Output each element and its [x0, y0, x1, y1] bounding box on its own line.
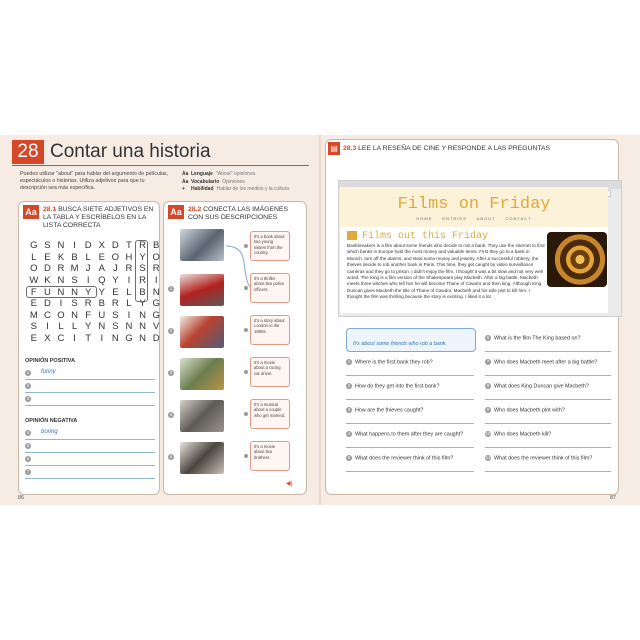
- grid-letter[interactable]: M: [29, 309, 38, 321]
- language-icon: Aa: [182, 171, 189, 177]
- exercise-number: 28.1: [43, 206, 57, 213]
- negative-heading: OPINIÓN NEGATIVA: [25, 418, 78, 424]
- grid-letter[interactable]: Y: [85, 286, 92, 298]
- grid-letter[interactable]: E: [30, 298, 37, 310]
- question: [346, 407, 423, 413]
- unit-number: 28: [12, 140, 44, 164]
- question: [485, 431, 551, 437]
- grid-letter[interactable]: O: [152, 251, 160, 263]
- grid-letter[interactable]: D: [111, 240, 119, 252]
- grid-letter[interactable]: S: [71, 298, 78, 310]
- question-text: What does the reviewer think of this film?: [494, 455, 593, 462]
- match-dot[interactable]: [244, 370, 248, 374]
- legend-label: Lenguaje: [191, 171, 213, 177]
- grid-letter[interactable]: R: [111, 298, 119, 310]
- grid-letter[interactable]: Y: [98, 286, 105, 298]
- grid-letter[interactable]: R: [57, 263, 65, 275]
- grid-row: [27, 310, 163, 322]
- answer-line[interactable]: [25, 396, 155, 406]
- answer-line[interactable]: [25, 430, 155, 440]
- description-card[interactable]: It's a movie about two brothers.: [250, 441, 290, 471]
- grid-letter[interactable]: T: [126, 240, 132, 252]
- grid-letter[interactable]: X: [98, 240, 105, 252]
- legend-label: Habilidad: [191, 186, 214, 192]
- answer-line[interactable]: [485, 375, 611, 376]
- answer-text: funny: [41, 369, 56, 375]
- answer-line[interactable]: [346, 471, 474, 472]
- grid-letter[interactable]: S: [44, 240, 51, 252]
- grid-letter[interactable]: N: [125, 321, 133, 333]
- answer-line[interactable]: [346, 447, 474, 448]
- item-number: 3: [169, 370, 173, 375]
- question: [485, 335, 581, 341]
- grid-letter[interactable]: R: [152, 263, 160, 275]
- answer-line[interactable]: [485, 423, 611, 424]
- legend-label: Vocabulario: [191, 178, 220, 185]
- grid-row: [27, 321, 163, 333]
- exercise-instruction: CONECTA LAS IMÁGENES CON SUS DESCRIPCIONES: [188, 206, 288, 221]
- description-card[interactable]: It's a movie about a racing car driver.: [250, 357, 290, 387]
- question: [346, 431, 463, 437]
- post-icon: [347, 231, 357, 240]
- question: [346, 359, 433, 365]
- exercise-28-1: [18, 201, 160, 495]
- item-number: 3: [26, 396, 30, 401]
- grid-letter[interactable]: F: [30, 286, 37, 298]
- vocabulary-badge-icon: Aa: [23, 205, 39, 219]
- grid-letter[interactable]: C: [43, 309, 51, 321]
- answer-line[interactable]: [485, 471, 611, 472]
- grid-letter[interactable]: K: [44, 275, 51, 287]
- grid-letter[interactable]: V: [152, 321, 160, 333]
- description-card[interactable]: It's a story about London in the 1890s.: [250, 315, 290, 345]
- grid-letter[interactable]: I: [59, 298, 63, 310]
- photo-car-driver: [180, 274, 224, 306]
- grid-letter[interactable]: I: [100, 333, 104, 345]
- legend-row: [182, 179, 289, 187]
- blog-header: [340, 187, 608, 227]
- question: [346, 383, 440, 389]
- photo-police-officers: [180, 229, 224, 261]
- grid-letter[interactable]: W: [29, 275, 39, 287]
- exercise-heading: [43, 206, 155, 230]
- match-dot[interactable]: [244, 244, 248, 248]
- page-number-left: 86: [18, 495, 25, 501]
- question-text: What happens to them after they are caught?: [355, 431, 464, 438]
- item-number: 1: [26, 370, 30, 375]
- question-text: How are the thieves caught?: [355, 407, 424, 414]
- match-dot[interactable]: [244, 454, 248, 458]
- blog-page: [340, 187, 608, 313]
- question-text: Who does Macbeth plot with?: [494, 407, 565, 414]
- film-reel-image: [547, 232, 607, 287]
- item-number: 6: [486, 335, 490, 340]
- grid-letter[interactable]: B: [71, 251, 78, 263]
- exercise-number: 28.3: [343, 145, 357, 152]
- grid-letter[interactable]: D: [43, 298, 51, 310]
- answer-line[interactable]: [25, 456, 155, 466]
- grid-letter[interactable]: G: [30, 240, 38, 252]
- grid-letter[interactable]: R: [139, 240, 146, 252]
- question-text: Where is the first bank they rob?: [355, 359, 433, 366]
- skill-icon: +: [182, 186, 185, 192]
- header-rule: [12, 165, 309, 166]
- grid-letter[interactable]: H: [125, 251, 133, 263]
- grid-letter[interactable]: C: [57, 333, 65, 345]
- answer-line[interactable]: [25, 469, 155, 479]
- grid-letter[interactable]: S: [139, 263, 146, 275]
- item-number: 1: [347, 359, 351, 364]
- grid-letter[interactable]: T: [85, 333, 92, 345]
- item-number: 4: [347, 431, 351, 436]
- legend-value: "About" opiniones: [215, 171, 256, 177]
- exercise-28-2: [163, 201, 307, 495]
- question-text: What does the reviewer think of this film?: [355, 455, 454, 462]
- vocabulary-badge-icon: Aa: [168, 205, 184, 219]
- grid-letter[interactable]: L: [58, 321, 64, 333]
- grid-letter[interactable]: N: [139, 321, 146, 333]
- legend-value: Hablar de los medios y la cultura: [216, 186, 290, 192]
- exercise-heading: [188, 206, 302, 222]
- question-text: Who does Macbeth kill?: [494, 431, 552, 438]
- grid-letter[interactable]: S: [30, 321, 37, 333]
- post-body: Bankbreakers is a film about some friends who decide to rob a bank. They use the internet to find which banks in Europe hold the most money and valuable items. First they go to a bank in Munich, turn off the alarms, and steal some money and jewelry. After a successful robbery, the thieves decide to rob another bank in Paris. This time, they get caught by video surveillance cameras and they go to prison. I didn't enjoy the film. I thought it was a bit slow and not very well acted. The King is a film version of the Shakespeare play Macbeth. After a big battle, Macbeth meets three witches who tell him he will become Thane of Cawdor and then king. Although King Duncan gives Macbeth the title of Thane of Cawdor, Macbeth and his wife plot to kill him. I thought the film was thrilling because the story is exciting. I liked it a lot.: [347, 243, 545, 300]
- nav-about[interactable]: ABOUT: [476, 216, 496, 221]
- item-number: 3: [347, 407, 351, 412]
- grid-letter[interactable]: O: [57, 309, 65, 321]
- book-spread: [0, 135, 640, 505]
- answer-line[interactable]: [346, 399, 474, 400]
- grid-letter[interactable]: S: [71, 275, 78, 287]
- exercise-instruction: LEE LA RESEÑA DE CINE Y RESPONDE A LAS PREGUNTAS: [358, 145, 551, 152]
- item-number: 4: [169, 412, 173, 417]
- audio-icon[interactable]: ◀): [286, 481, 293, 487]
- grid-letter[interactable]: I: [73, 240, 76, 252]
- grid-letter[interactable]: N: [57, 286, 65, 298]
- description-card[interactable]: It's a musical about a couple who get married.: [250, 399, 290, 429]
- grid-letter[interactable]: N: [57, 240, 65, 252]
- legend-row: [182, 171, 289, 179]
- photo-london: [180, 400, 224, 432]
- grid-letter[interactable]: N: [71, 309, 79, 321]
- question: [346, 455, 453, 461]
- grid-letter[interactable]: Q: [98, 275, 106, 287]
- item-number: 1: [169, 286, 173, 291]
- nav-contact[interactable]: CONTACT: [505, 216, 532, 221]
- grid-letter[interactable]: L: [126, 298, 132, 310]
- grid-letter[interactable]: I: [154, 275, 158, 287]
- nav-entries[interactable]: ENTRIES: [442, 216, 467, 221]
- item-number: 2: [347, 383, 351, 388]
- found-word-circle-boring: [135, 240, 148, 302]
- item-number: 7: [486, 359, 490, 364]
- grid-letter[interactable]: J: [85, 263, 91, 275]
- grid-row: [27, 333, 163, 345]
- item-number: 8: [486, 383, 490, 388]
- answer-line[interactable]: [25, 370, 155, 380]
- grid-letter[interactable]: L: [85, 251, 91, 263]
- vocabulary-icon: Aa: [182, 178, 189, 185]
- grid-letter[interactable]: X: [44, 333, 51, 345]
- item-number: 10: [485, 431, 491, 436]
- answer-line[interactable]: [485, 351, 611, 352]
- grid-letter[interactable]: B: [139, 286, 146, 298]
- grid-letter[interactable]: F: [85, 309, 92, 321]
- item-number: 2: [169, 328, 173, 333]
- grid-letter[interactable]: E: [30, 333, 37, 345]
- grid-letter[interactable]: Y: [139, 298, 146, 310]
- grid-letter[interactable]: O: [111, 251, 120, 263]
- grid-letter[interactable]: I: [46, 321, 49, 333]
- grid-letter[interactable]: D: [152, 333, 160, 345]
- nav-home[interactable]: HOME: [416, 216, 433, 221]
- site-title: Films on Friday: [397, 195, 551, 214]
- grid-letter[interactable]: E: [44, 251, 51, 263]
- description-card[interactable]: It's a thriller about two police officers.: [250, 273, 290, 303]
- grid-letter[interactable]: G: [152, 298, 160, 310]
- question-text: Who does Macbeth meet after a big battle?: [494, 359, 598, 366]
- item-number: 6: [26, 456, 30, 461]
- grid-letter[interactable]: K: [57, 251, 65, 263]
- found-word-circle-funny: [26, 286, 97, 298]
- page-number-right: 87: [610, 495, 617, 501]
- grid-letter[interactable]: B: [152, 240, 160, 252]
- item-number: 4: [26, 430, 30, 435]
- answer-line[interactable]: [346, 423, 474, 424]
- grid-letter[interactable]: L: [71, 321, 78, 333]
- post-title: Films out this Friday: [362, 231, 489, 242]
- grid-letter[interactable]: Y: [85, 321, 92, 333]
- photo-sisters: [180, 358, 224, 390]
- grid-letter[interactable]: D: [43, 263, 51, 275]
- item-number: 5: [26, 443, 30, 448]
- question-text: What does King Duncan give Macbeth?: [494, 383, 589, 390]
- description-card[interactable]: It's a book about two young sisters from the country.: [250, 231, 290, 261]
- question: [485, 407, 565, 413]
- question-text: What is the film The King based on?: [494, 335, 581, 342]
- grid-letter[interactable]: N: [71, 286, 79, 298]
- answer-line[interactable]: [485, 447, 611, 448]
- exercise-heading: [343, 145, 550, 152]
- grid-letter[interactable]: E: [98, 251, 105, 263]
- grid-letter[interactable]: G: [125, 333, 133, 345]
- item-number: 11: [485, 455, 491, 460]
- answer-line[interactable]: [25, 443, 155, 453]
- grid-letter[interactable]: Y: [139, 251, 146, 263]
- grid-letter[interactable]: N: [139, 333, 146, 345]
- exercise-number: 28.2: [188, 206, 202, 213]
- answer-text: boring: [41, 429, 58, 435]
- legend-row: [182, 186, 289, 194]
- grid-letter[interactable]: N: [57, 275, 65, 287]
- answer-line[interactable]: [25, 383, 155, 393]
- model-answer: It's about some friends who rob a bank.: [353, 341, 447, 347]
- grid-letter[interactable]: D: [84, 240, 92, 252]
- grid-letter[interactable]: O: [30, 263, 38, 275]
- item-number: 9: [486, 407, 490, 412]
- match-dot[interactable]: [244, 286, 248, 290]
- grid-letter[interactable]: N: [139, 309, 146, 321]
- skills-legend: [182, 171, 289, 194]
- item-number: 7: [26, 469, 30, 474]
- exercise-instruction: BUSCA SIETE ADJETIVOS EN LA TABLA Y ESCRÍBELOS EN LA LISTA CORRECTA: [43, 206, 154, 229]
- grid-letter[interactable]: J: [112, 263, 118, 275]
- grid-letter[interactable]: A: [98, 263, 105, 275]
- photo-brothers: [180, 316, 224, 348]
- item-number: 5: [169, 454, 173, 459]
- grid-letter[interactable]: S: [112, 309, 119, 321]
- grid-letter[interactable]: G: [152, 309, 160, 321]
- grid-letter[interactable]: Y: [112, 275, 119, 287]
- intro-text: Puedes utilizar "about" para hablar del argumento de películas, espectáculos o historias. Utiliza adjetivos para que tu descripción sea más específica.: [20, 171, 169, 191]
- grid-letter[interactable]: R: [84, 298, 92, 310]
- grid-letter[interactable]: I: [73, 333, 76, 345]
- book-icon: ▤: [328, 142, 340, 155]
- photo-wedding: [180, 442, 224, 474]
- grid-letter[interactable]: E: [112, 286, 119, 298]
- grid-letter[interactable]: N: [111, 333, 119, 345]
- grid-letter[interactable]: B: [98, 298, 105, 310]
- model-answer-box: [346, 328, 476, 352]
- question: [485, 455, 592, 461]
- question: [485, 383, 589, 389]
- answer-line[interactable]: [485, 399, 611, 400]
- legend-value: Opiniones: [222, 178, 245, 185]
- match-dot[interactable]: [244, 412, 248, 416]
- grid-letter[interactable]: U: [43, 286, 51, 298]
- grid-letter[interactable]: U: [98, 309, 106, 321]
- unit-title: Contar una historia: [50, 141, 211, 162]
- item-number: 5: [347, 455, 351, 460]
- question: [485, 359, 597, 365]
- match-dot[interactable]: [244, 328, 248, 332]
- gutter: [319, 135, 321, 505]
- grid-letter[interactable]: R: [139, 275, 146, 287]
- grid-letter[interactable]: N: [152, 286, 160, 298]
- grid-letter[interactable]: L: [31, 251, 37, 263]
- question-text: How do they get into the first bank?: [355, 383, 440, 390]
- grid-letter[interactable]: N: [98, 321, 106, 333]
- grid-letter[interactable]: I: [127, 275, 131, 287]
- site-nav: [340, 216, 608, 221]
- grid-letter[interactable]: I: [127, 309, 131, 321]
- grid-letter[interactable]: S: [112, 321, 119, 333]
- positive-heading: OPINIÓN POSITIVA: [25, 358, 76, 364]
- grid-letter[interactable]: R: [125, 263, 133, 275]
- answer-line[interactable]: [346, 375, 474, 376]
- grid-letter[interactable]: I: [86, 275, 90, 287]
- item-number: 2: [26, 383, 30, 388]
- grid-letter[interactable]: M: [70, 263, 79, 275]
- grid-letter[interactable]: L: [126, 286, 132, 298]
